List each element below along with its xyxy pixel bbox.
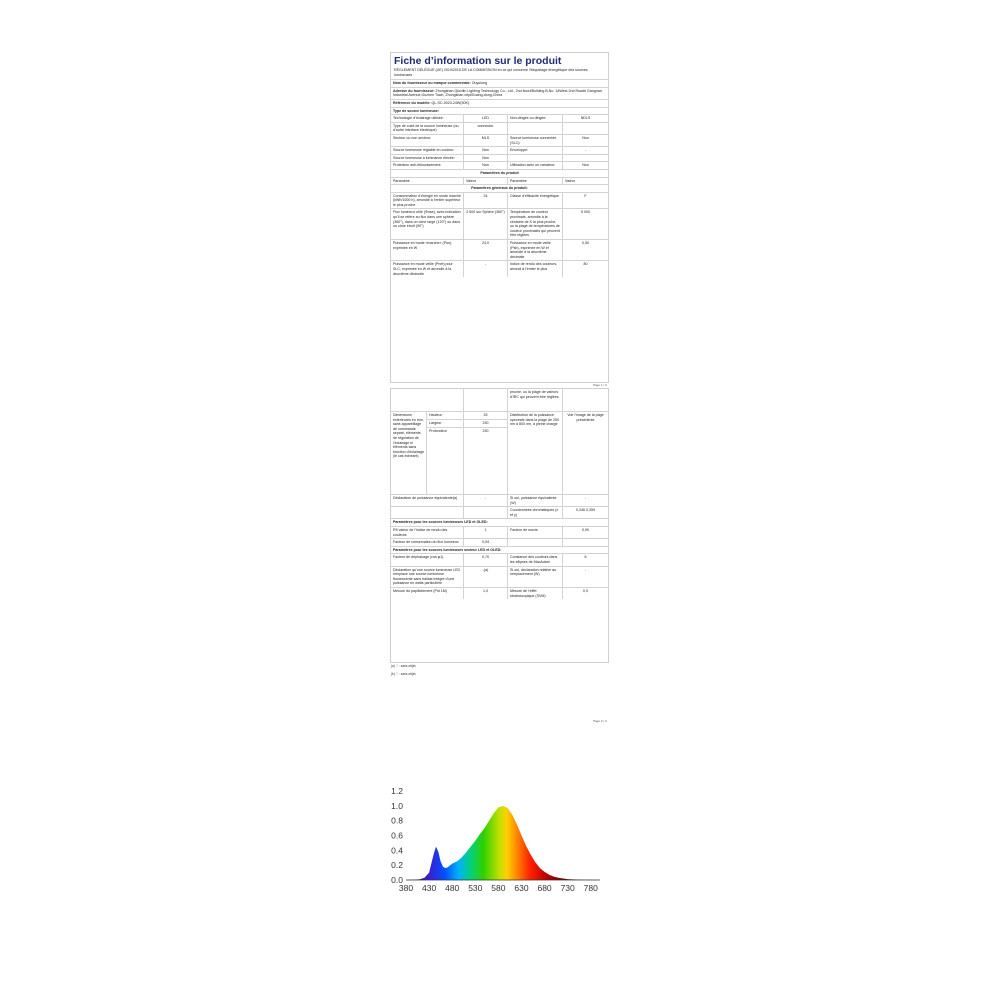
- type-param-2: Non-dirigée ou dirigée:: [508, 115, 563, 122]
- led-value: 1: [464, 527, 508, 538]
- mains-value: 1,0: [464, 588, 508, 599]
- type-header: Type de source lumineuse:: [393, 108, 440, 113]
- product-sheet-page-1: [390, 52, 609, 383]
- supplier-name-label: Nom du fournisseur ou marque commerciale:: [393, 81, 471, 86]
- mains-param-2: Constance des couleurs dans les ellipses de MacAdam: [508, 554, 563, 565]
- continuation-row: [391, 389, 608, 411]
- led-header: Paramètres pour les sources lumineuses LED et OLED:: [393, 520, 488, 525]
- type-value-2: [563, 155, 608, 162]
- cont-empty-4: [563, 389, 608, 411]
- mains-value: 0,70: [464, 554, 508, 565]
- type-param: Technologie d’éclairage utilisée:: [391, 115, 464, 122]
- type-value-2: [563, 123, 608, 134]
- general-header-row: [391, 184, 608, 192]
- spectral-distribution-chart: [380, 783, 610, 898]
- led-param-2: Facteur de survie: [508, 527, 563, 538]
- x-tick-label: 530: [468, 883, 483, 893]
- mains-value: -(a): [464, 567, 508, 587]
- type-value: Non: [464, 155, 508, 162]
- chromaticity-row: [391, 506, 608, 518]
- mains-param: Facteur de déphasage (cos φ1): [391, 554, 464, 565]
- x-tick-label: 380: [398, 883, 414, 893]
- col-header-parametre: Paramètre: [391, 178, 464, 185]
- general-value: 24: [464, 193, 508, 209]
- type-row: [391, 122, 608, 134]
- params-header-row: [391, 169, 608, 177]
- footnote-a: (a) ‘-’ : sans objet;: [391, 664, 417, 668]
- dim-height-value: 25: [464, 412, 507, 420]
- spectral-value: Voir l’image de la page précédente: [567, 413, 604, 422]
- mains-value-2: 6: [584, 555, 587, 560]
- dim-width-value: 230: [464, 420, 507, 428]
- dimensions-labels: [427, 412, 464, 494]
- page-number-1: Page 1 / 3: [593, 383, 607, 387]
- mains-param-2: Mesure de l’effet stroboscopique (SVM): [508, 588, 563, 599]
- led-rows: [391, 526, 608, 546]
- led-value-2: 0,90: [582, 527, 589, 532]
- general-param: Flux lumineux utile (Φuse), avec indication qu’il se réfère au flux dans une sphère (360°), dans un cône large (120°) ou dans un cône étroit (90°): [391, 209, 464, 239]
- general-header: Paramètres généraux du produit:: [471, 186, 528, 191]
- general-value-2: 5 000: [581, 210, 590, 215]
- y-tick-label: 1.0: [391, 800, 403, 811]
- x-tick-label: 480: [445, 883, 460, 893]
- type-param: Type de culot de la source lumineuse (ou d’autre interface électrique): [391, 123, 464, 134]
- y-tick-label: 0.8: [391, 815, 403, 826]
- mains-value-2: 0,9: [583, 588, 588, 593]
- led-value: 0,94: [464, 539, 508, 546]
- mains-row: [391, 566, 608, 587]
- type-value: connector: [464, 123, 508, 134]
- general-value-2: F: [584, 193, 587, 198]
- column-header-row: [391, 177, 608, 185]
- equivalent-label: Déclaration de puissance équivalente(a): [391, 495, 464, 506]
- chroma-empty-2: [464, 507, 508, 518]
- y-tick-label: 0.0: [391, 875, 403, 885]
- col-header-valeur: Valeur: [464, 178, 508, 185]
- y-tick-label: 1.2: [391, 786, 403, 796]
- general-param-2: Indice de rendu des couleurs, arrondi à l’entier le plus: [508, 261, 563, 277]
- general-param: Consommation d’énergie en mode marche (kWh/1000 h), arrondie à l’entier supérieur le plus proche: [391, 193, 464, 209]
- general-row: [391, 192, 608, 209]
- col-header-parametre-2: Paramètre: [508, 178, 563, 185]
- type-param-2: Utilisation avec un variateur:: [508, 162, 563, 169]
- general-rows: [391, 192, 608, 278]
- type-row: [391, 161, 608, 169]
- x-tick-label: 730: [560, 883, 575, 893]
- mains-param: Mesure du papillotement (Pst LM): [391, 588, 464, 599]
- x-tick-label: 630: [514, 883, 529, 893]
- type-value: Non: [464, 162, 508, 169]
- regulation-rest: en ce qui concerne l’étiquetage énergétique des sources lumineuses: [394, 68, 588, 77]
- type-param: Secteur ou non secteur:: [391, 135, 464, 146]
- type-value-2: Non: [582, 163, 589, 168]
- type-param-2: [508, 155, 563, 162]
- led-param: R9 valeur de l’indice de rendu des couleurs: [391, 527, 464, 538]
- spectral-label: Distribution de la puissance spectrale dans la plage de 250 nm à 800 nm, à pleine charge: [508, 412, 563, 494]
- supplier-address-value: Zhongshan Qiuxilin Lighting Technology Co., Ltd., 2nd floor#Building B,No. 1#West 2nd Road# Gangnan Industrial Avenue,Guzhen Town, Zhongshan city#Guang-dong,China: [393, 88, 602, 98]
- general-value: 24,0: [464, 240, 508, 260]
- type-value-2: -: [584, 148, 587, 153]
- general-param: Puissance en mode «marche» (Pon), exprimée en W: [391, 240, 464, 260]
- model-value: QL-SC-0023-24W(50K): [431, 100, 470, 105]
- mains-param-2: Si oui, déclaration relative au remplacement (W): [508, 567, 563, 587]
- general-value-2: 0,50: [582, 241, 589, 246]
- type-row: [391, 146, 608, 154]
- mains-value-2: -: [584, 567, 587, 572]
- x-tick-label: 680: [537, 883, 552, 893]
- led-value-2: [563, 539, 608, 546]
- y-tick-label: 0.2: [391, 860, 403, 871]
- dim-width-label: Largeur: [427, 420, 463, 428]
- type-row: [391, 114, 608, 122]
- x-tick-label: 780: [583, 883, 598, 893]
- general-row: [391, 260, 608, 277]
- footnote-b: (b) ‘-’ : sans objet;: [391, 672, 417, 676]
- type-row: [391, 154, 608, 162]
- dim-depth-label: Profondeur: [429, 429, 447, 433]
- type-value: MLS: [464, 135, 508, 146]
- dimensions-row: [391, 411, 608, 494]
- led-row: [391, 526, 608, 538]
- product-sheet-page-2: [390, 388, 609, 663]
- mains-header-row: [391, 546, 608, 554]
- equivalent-row: [391, 494, 608, 506]
- mains-row: [391, 553, 608, 565]
- dimensions-label: Dimensions extérieures en mm, sans appareillage de commande séparé, éléments de régulation de l’éclairage ni éléments sans fonction d’éclairage (le cas échéant): [391, 412, 427, 494]
- led-param: Facteur de conservation du flux lumineux: [391, 539, 464, 546]
- general-value: 2 600 sur Sphère (360°): [464, 209, 508, 239]
- supplier-name-row: [391, 79, 608, 87]
- mains-rows: [391, 553, 608, 599]
- x-tick-label: 430: [422, 883, 437, 893]
- dim-depth-value: 230: [482, 429, 489, 433]
- cont-text: proche, ou la plage de valeurs d’IRC qui peuvent être réglées: [508, 389, 563, 411]
- general-param: Puissance en mode veille (Pnet) pour SLC, exprimée en W et arrondie à la deuxième décimale: [391, 261, 464, 277]
- type-param-2: Enveloppe:: [508, 147, 563, 154]
- cont-empty-1: [391, 389, 464, 411]
- regulation-text: [391, 67, 608, 79]
- general-row: [391, 239, 608, 260]
- type-value: Non: [464, 147, 508, 154]
- general-value: -: [464, 261, 508, 277]
- supplier-name-value: Ouyulong: [471, 81, 488, 86]
- y-tick-label: 0.4: [391, 845, 403, 856]
- mains-header: Paramètres pour les sources lumineuses secteur LED et OLED:: [393, 547, 502, 552]
- supplier-address-row: [391, 87, 608, 99]
- type-param: Protection anti-éblouissement:: [391, 162, 464, 169]
- regulation-prefix: RÈGLEMENT DÉLÉGUÉ (UE) 2019/2015 DE LA COMMISSION: [394, 68, 497, 72]
- equivalent-yes-label: Si oui, puissance équivalente (W): [508, 495, 563, 506]
- dimensions-values: [464, 412, 508, 494]
- type-value: LED: [464, 115, 508, 122]
- type-param-2: Source lumineuse connectée (SLC):: [508, 135, 563, 146]
- chroma-value: 0,346 0,359: [576, 508, 595, 513]
- cont-empty-2: [464, 389, 508, 411]
- col-header-valeur-2: Valeur: [565, 178, 576, 183]
- type-value-2: NDLS: [580, 116, 591, 121]
- chroma-label: Coordonnées chromatiques (x et y): [508, 507, 563, 518]
- type-param: Source lumineuse à luminance élevée:: [391, 155, 464, 162]
- supplier-address-label: Adresse du fournisseur:: [393, 88, 435, 93]
- type-rows: [391, 114, 608, 169]
- type-header-row: [391, 107, 608, 115]
- general-row: [391, 208, 608, 239]
- dim-height-label: Hauteur: [427, 412, 463, 420]
- mains-row: [391, 587, 608, 599]
- general-param-2: Température de couleur proximale, arrondie à la centaine de K la plus proche, ou la plage de températures de couleur proximales qui peuvent être réglées: [508, 209, 563, 239]
- type-row: [391, 134, 608, 146]
- general-param-2: Puissance en mode veille (Psb), exprimée en W et arrondie à la deuxième décimale: [508, 240, 563, 260]
- type-value-2: Non: [582, 135, 589, 140]
- y-tick-label: 0.6: [391, 830, 403, 841]
- type-param-2: [508, 123, 563, 134]
- led-param-2: [508, 539, 563, 546]
- led-row: [391, 538, 608, 546]
- equivalent-yes-value: -: [584, 496, 587, 500]
- x-tick-label: 580: [491, 883, 506, 893]
- params-header: Paramètres du produit: [480, 170, 519, 175]
- sheet-title: Fiche d’information sur le produit: [394, 55, 562, 67]
- mains-param: Déclaration qu’une source lumineuse LED remplace une source lumineuse fluorescente sans ballast intégré d’une puissance en watts particulière: [391, 567, 464, 587]
- general-value-2: 80: [583, 262, 588, 267]
- general-param-2: Classe d’efficacité énergétique: [508, 193, 563, 209]
- model-row: [391, 99, 608, 107]
- page-number-2: Page 2 / 3: [593, 719, 607, 723]
- plot-area: [406, 806, 600, 880]
- model-label: Référence du modèle:: [393, 100, 431, 105]
- chroma-empty-1: [391, 507, 464, 518]
- led-header-row: [391, 518, 608, 526]
- type-param: Source lumineuse réglable en couleur:: [391, 147, 464, 154]
- spectrum-area: [406, 806, 600, 880]
- equivalent-value: -: [464, 495, 508, 506]
